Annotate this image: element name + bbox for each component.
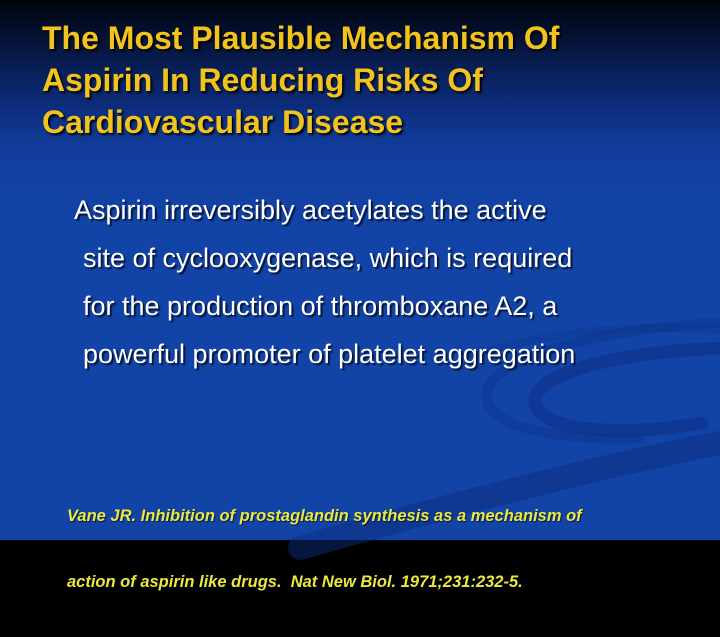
body-line-2: site of cyclooxygenase, which is required	[83, 243, 573, 273]
body-line-4: powerful promoter of platelet aggregation	[83, 339, 576, 369]
body-line-1: Aspirin irreversibly acetylates the active	[74, 195, 547, 225]
body-line-3: for the production of thromboxane A2, a	[83, 291, 558, 321]
title-line-2: Aspirin In Reducing Risks Of	[42, 62, 483, 98]
citation-line-1: Vane JR. Inhibition of prostaglandin synthesis as a mechanism of	[67, 507, 582, 525]
citation-reference	[67, 461, 667, 637]
citation-line-2: action of aspirin like drugs. Nat New Biol. 1971;231:232-5.	[67, 573, 523, 591]
title-line-1: The Most Plausible Mechanism Of	[42, 20, 560, 56]
slide-title	[42, 17, 692, 143]
title-line-3: Cardiovascular Disease	[42, 104, 404, 140]
slide-body-paragraph	[74, 186, 674, 378]
